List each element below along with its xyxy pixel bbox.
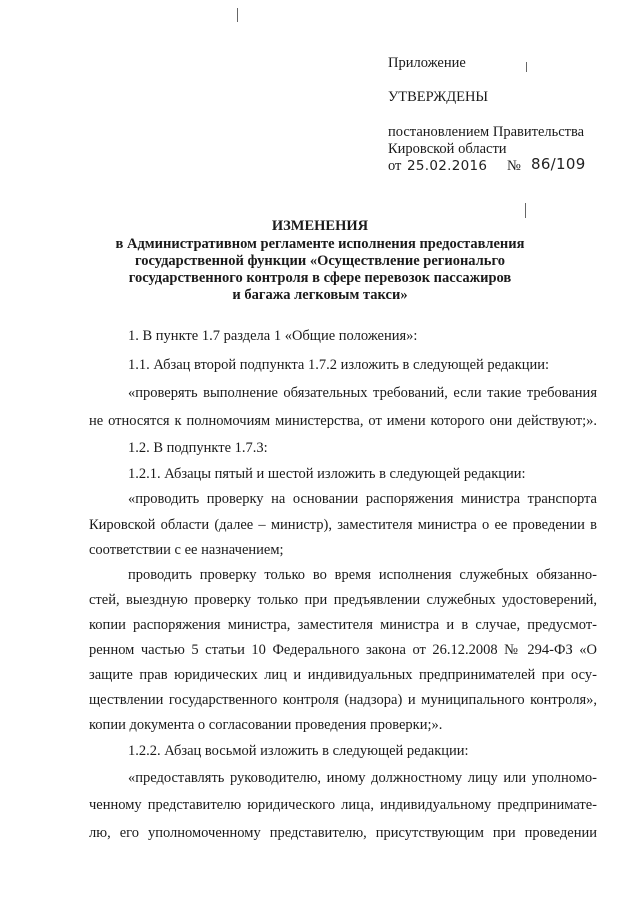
body-line: соответствии с ее назначением; [89,542,284,558]
title-line-1: в Административном регламенте исполнения предоставления [115,236,525,252]
title-line-3: государственного контроля в сфере перевозок пассажиров [128,270,512,286]
body-line: стей, выездную проверку только при предъявлении служебных удостоверений, [89,592,597,608]
body-line: «проводить проверку на основании распоряжения министра транспорта [128,491,597,507]
body-line: Кировской области (далее – министр), заместителя министра о ее проведении в [89,517,597,533]
number-prefix: № [507,158,521,174]
body-line: лю, его уполномоченному представителю, присутствующим при проведении [89,825,597,841]
body-line: 1.1. Абзац второй подпункта 1.7.2 изложить в следующей редакции: [128,357,550,373]
approved-label: УТВЕРЖДЕНЫ [388,89,489,105]
number-handwritten: 86/109 [531,155,586,173]
body-line: 1. В пункте 1.7 раздела 1 «Общие положения»: [128,328,418,344]
scan-mark-right-1 [526,62,527,72]
date-prefix: от [388,158,402,174]
body-line: 1.2.1. Абзацы пятый и шестой изложить в следующей редакции: [128,466,526,482]
body-line: «предоставлять руководителю, иному должностному лицу или уполномо- [128,770,597,786]
body-line: ществлении государственного контроля (надзора) и муниципального контроля», [89,692,597,708]
body-line: не относятся к полномочиям министерства, от имени которого они действуют;». [89,413,597,429]
body-line: 1.2. В подпункте 1.7.3: [128,440,268,456]
body-line: «проверять выполнение обязательных требований, если такие требования [128,385,597,401]
body-line: ченному представителю юридического лица, индивидуальному предпринимате- [89,797,597,813]
decree-label: постановлением Правительства [388,124,585,140]
region-label: Кировской области [388,141,507,157]
body-line: защите прав юридических лиц и индивидуальных предпринимателей при осу- [89,667,597,683]
title-line-4: и багажа легковым такси» [232,287,408,303]
body-line: копии распоряжения министра, заместителя министра и в случае, предусмот- [89,617,597,633]
body-line: копии документа о согласовании проведения проверки;». [89,717,443,733]
title-line-2: государственной функции «Осуществление региональго [135,253,505,269]
appendix-label: Приложение [388,55,466,71]
date-handwritten: 25.02.2016 [407,158,488,174]
body-line: 1.2.2. Абзац восьмой изложить в следующей редакции: [128,743,469,759]
body-line: проводить проверку только во время исполнения служебных обязанно- [128,567,597,583]
scan-mark-right-2 [525,203,526,218]
document-heading: ИЗМЕНЕНИЯ [271,218,369,234]
scan-mark-top [237,8,238,22]
body-line: ренном частью 5 статьи 10 Федерального закона от 26.12.2008 № 294-ФЗ «О [89,642,597,658]
